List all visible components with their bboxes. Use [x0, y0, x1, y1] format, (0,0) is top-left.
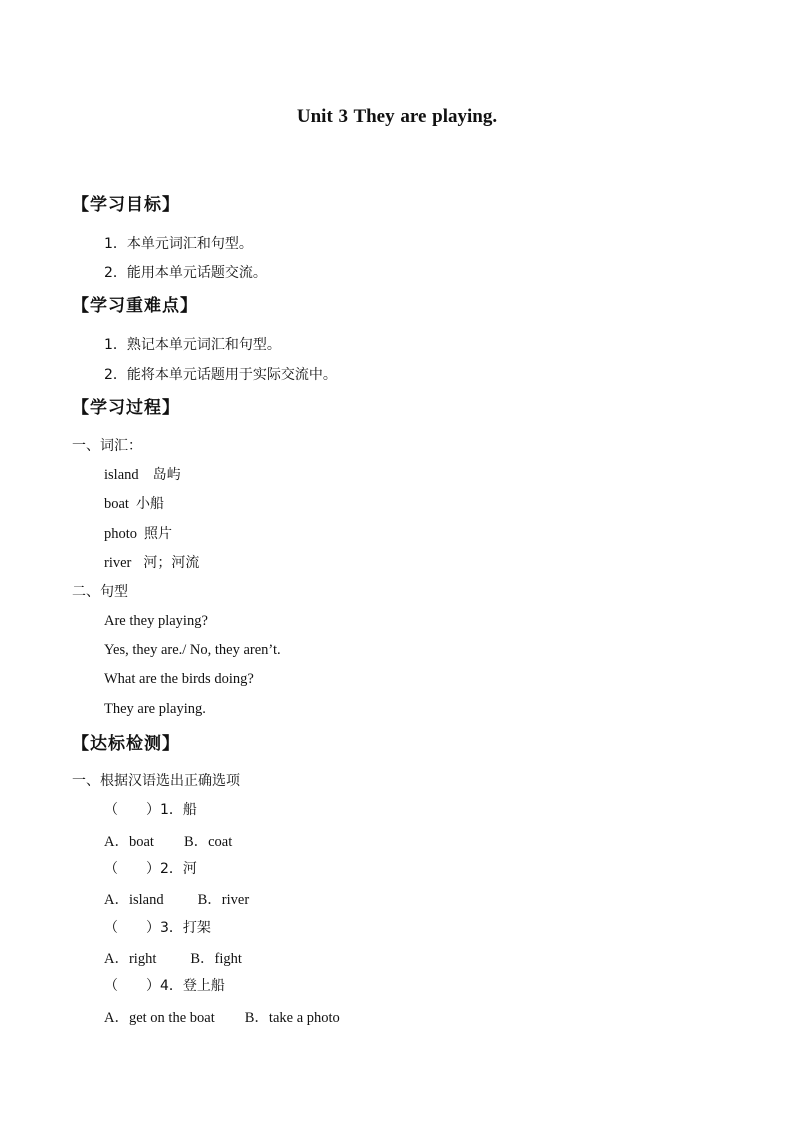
key-point-item-2: 2．能将本单元话题用于实际交流中。 [104, 367, 337, 383]
question-options [104, 1006, 340, 1027]
vocab-chinese: 照片 [144, 526, 173, 542]
question-options [104, 888, 249, 909]
question-stem: （ ）1．船 [104, 802, 197, 818]
vocab-chinese: 岛屿 [152, 467, 181, 483]
vocab-item [104, 464, 181, 484]
question-options [104, 830, 232, 851]
key-point-item-1: 1．熟记本单元词汇和句型。 [104, 337, 281, 353]
goal-item-1: 1．本单元词汇和句型。 [104, 236, 253, 252]
sentence-label: 二、句型 [72, 584, 128, 600]
vocab-english: boat [104, 496, 129, 512]
question-options [104, 947, 242, 968]
page-title: Unit 3 They are playing. [296, 106, 498, 127]
vocab-english: photo [104, 526, 138, 542]
key-points-heading: 【学习重难点】 [72, 296, 198, 316]
vocab-chinese: 小船 [135, 496, 164, 512]
sentence-item: Are they playing? [104, 613, 208, 629]
sentence-item: They are playing. [104, 701, 206, 717]
question-stem: （ ）3．打架 [104, 920, 211, 936]
vocab-item [104, 493, 164, 513]
goal-item-2: 2．能用本单元话题交流。 [104, 265, 267, 281]
vocab-item [104, 552, 199, 572]
option-a: A．get on the boat [104, 1010, 215, 1026]
vocab-item [104, 523, 172, 543]
question-stem: （ ）4．登上船 [104, 978, 225, 994]
sentence-item: Yes, they are./ No, they aren’t. [104, 642, 281, 658]
vocab-english: river [104, 555, 132, 571]
test-heading: 【达标检测】 [72, 734, 180, 754]
vocab-english: island [104, 467, 139, 483]
option-b: B．fight [190, 951, 242, 967]
vocab-chinese: 河；河流 [143, 555, 200, 571]
option-b: B．take a photo [244, 1010, 340, 1026]
option-b: B．coat [183, 834, 233, 850]
process-heading: 【学习过程】 [72, 398, 180, 418]
question-stem: （ ）2．河 [104, 861, 197, 877]
vocab-label: 一、词汇： [72, 438, 142, 454]
test-section-label: 一、根据汉语选出正确选项 [72, 773, 240, 789]
option-a: A．right [104, 951, 157, 967]
option-a: A．island [104, 892, 164, 908]
option-a: A．boat [104, 834, 154, 850]
sentence-item: What are the birds doing? [104, 671, 254, 687]
option-b: B．river [197, 892, 250, 908]
goals-heading: 【学习目标】 [72, 195, 180, 215]
